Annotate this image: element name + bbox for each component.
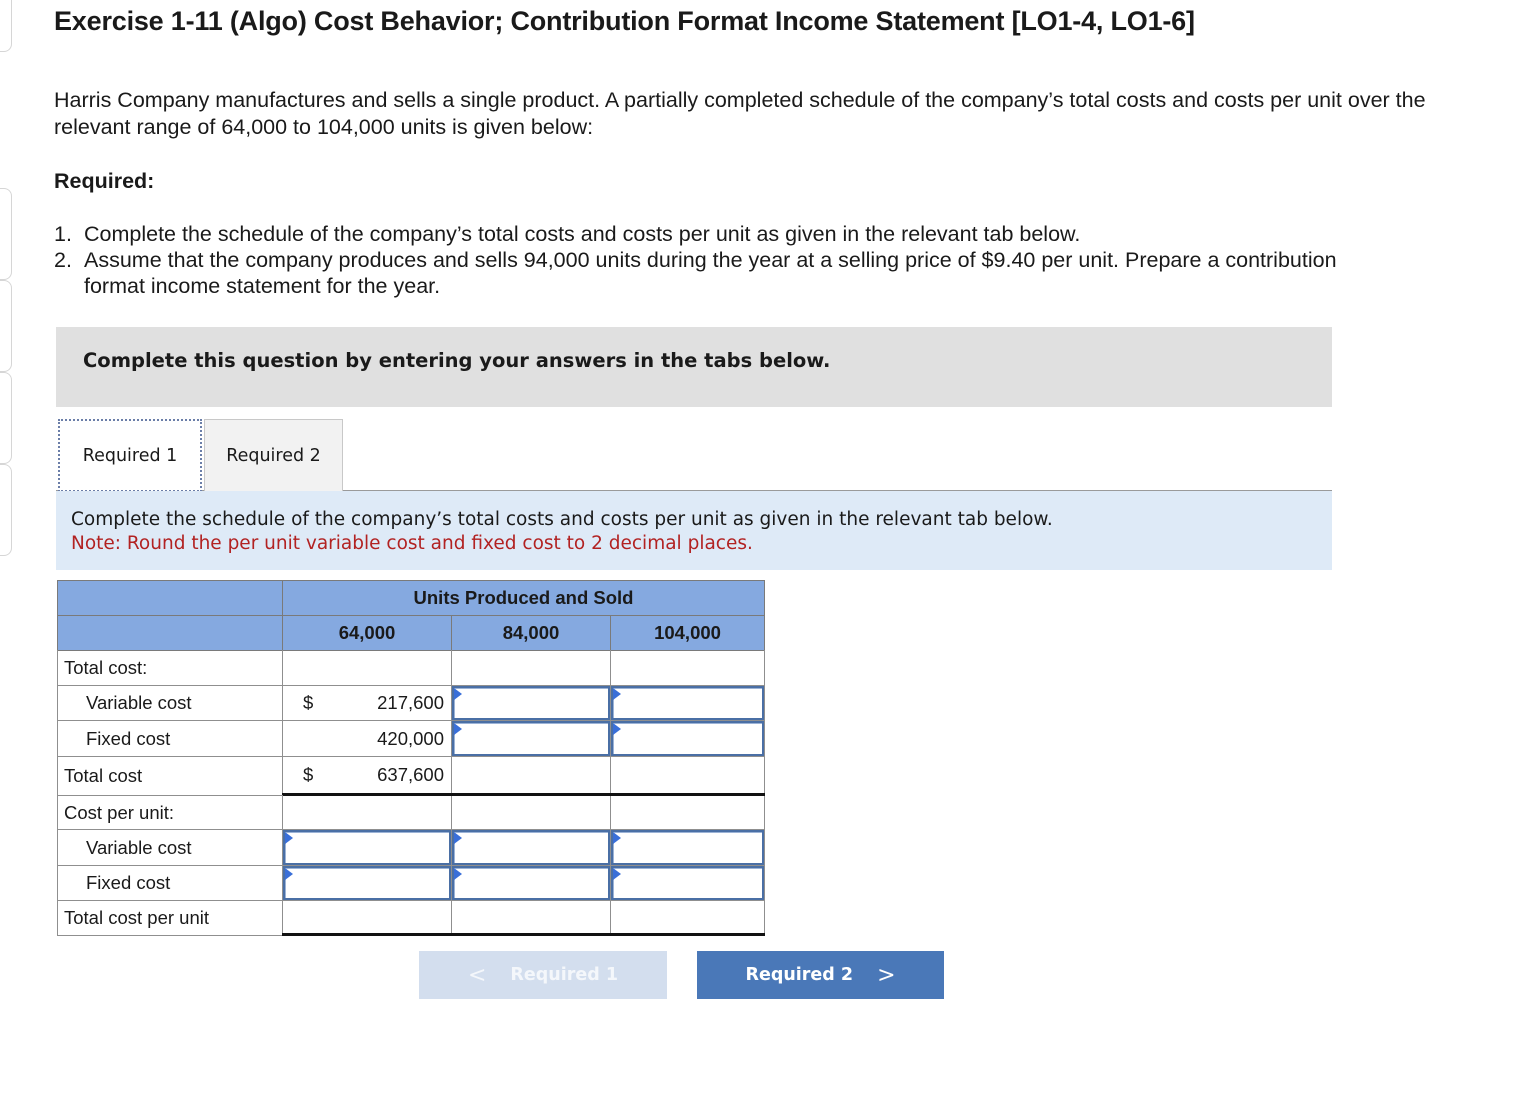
- chevron-left-icon: <: [467, 962, 487, 988]
- tab-required-1[interactable]: Required 1: [58, 419, 202, 492]
- fixed-cost-64000: 420,000: [283, 721, 450, 756]
- side-edge-tab: [0, 0, 12, 52]
- total-cost-per-unit-104000: [611, 901, 764, 933]
- column-header-84000: 84,000: [451, 615, 611, 651]
- exercise-title: Exercise 1-11 (Algo) Cost Behavior; Contribution Format Income Statement [LO1-4, LO1-6]: [54, 6, 1195, 36]
- tab-required-2[interactable]: Required 2: [204, 419, 343, 491]
- unit-fixed-cost-64000-input[interactable]: [283, 866, 451, 900]
- side-edge-tab: [0, 372, 12, 464]
- variable-cost-64000-value: 217,600: [377, 692, 444, 713]
- unit-variable-cost-64000-input[interactable]: [283, 830, 451, 865]
- column-header-64000: 64,000: [282, 615, 452, 651]
- unit-fixed-cost-104000-input[interactable]: [611, 866, 764, 900]
- fixed-cost-label: Fixed cost: [58, 721, 281, 756]
- unit-fixed-cost-84000-input[interactable]: [452, 866, 610, 900]
- side-edge-tab: [0, 464, 12, 556]
- previous-required-1-button[interactable]: [419, 951, 667, 999]
- units-group-header: Units Produced and Sold: [282, 580, 765, 616]
- variable-cost-84000-input[interactable]: [452, 686, 610, 720]
- variable-cost-label: Variable cost: [58, 686, 281, 720]
- instructions-text: Complete the schedule of the company’s total costs and costs per unit as given in the relevant tab below.: [71, 509, 1053, 530]
- dollar-sign: $: [303, 763, 314, 785]
- total-rule: [282, 793, 765, 796]
- total-cost-84000: [452, 757, 610, 792]
- cost-per-unit-heading: Cost per unit:: [58, 796, 281, 829]
- fixed-cost-104000-input[interactable]: [611, 721, 764, 756]
- side-edge-tab: [0, 280, 12, 372]
- requirement-text: Complete the schedule of the company’s total costs and costs per unit as given in the relevant tab below.: [84, 222, 1081, 246]
- side-edge-tab: [0, 188, 12, 280]
- requirement-number: 1.: [54, 222, 72, 246]
- total-cost-per-unit-84000: [452, 901, 610, 933]
- fixed-cost-84000-input[interactable]: [452, 721, 610, 756]
- total-rule: [282, 933, 765, 936]
- requirements-list: [54, 221, 1384, 299]
- unit-variable-cost-84000-input[interactable]: [452, 830, 610, 865]
- total-cost-per-unit-label: Total cost per unit: [58, 901, 281, 935]
- banner-text: Complete this question by entering your answers in the tabs below.: [83, 349, 831, 372]
- variable-cost-64000: [283, 686, 450, 720]
- previous-button-label: Required 1: [510, 965, 619, 985]
- requirement-number: 2.: [54, 248, 72, 272]
- rounding-note: Note: Round the per unit variable cost and fixed cost to 2 decimal places.: [71, 533, 753, 554]
- instruction-banner: [56, 327, 1332, 407]
- next-required-2-button[interactable]: [697, 951, 944, 999]
- total-cost-label: Total cost: [58, 757, 281, 794]
- tab-instructions: [56, 491, 1332, 570]
- requirement-item: [54, 221, 1384, 247]
- variable-cost-104000-input[interactable]: [611, 686, 764, 720]
- header-blank-cell: [57, 580, 283, 616]
- total-cost-per-unit-64000: [283, 901, 450, 933]
- chevron-right-icon: >: [877, 962, 896, 988]
- requirement-item: [54, 247, 1384, 299]
- exercise-intro: Harris Company manufactures and sells a single product. A partially completed schedule of the company’s total costs and costs per unit over the relevant range of 64,000 to 104,000 units is given below:: [54, 88, 1426, 139]
- required-heading: Required:: [54, 169, 155, 193]
- requirement-text: Assume that the company produces and sells 94,000 units during the year at a selling price of $9.40 per unit. Prepare a contribution format income statement for the year.: [84, 248, 1337, 298]
- header-blank-cell: [57, 615, 283, 651]
- unit-fixed-cost-label: Fixed cost: [58, 866, 281, 900]
- cost-schedule-table: [57, 580, 765, 936]
- total-cost-heading: Total cost:: [58, 651, 281, 685]
- next-button-label: Required 2: [745, 965, 854, 985]
- unit-variable-cost-104000-input[interactable]: [611, 830, 764, 865]
- dollar-sign: $: [303, 692, 314, 713]
- column-header-104000: 104,000: [610, 615, 765, 651]
- unit-variable-cost-label: Variable cost: [58, 830, 281, 865]
- total-cost-64000-value: 637,600: [377, 763, 444, 785]
- total-cost-64000: [283, 757, 450, 792]
- row-divider: [57, 935, 283, 936]
- total-cost-104000: [611, 757, 764, 792]
